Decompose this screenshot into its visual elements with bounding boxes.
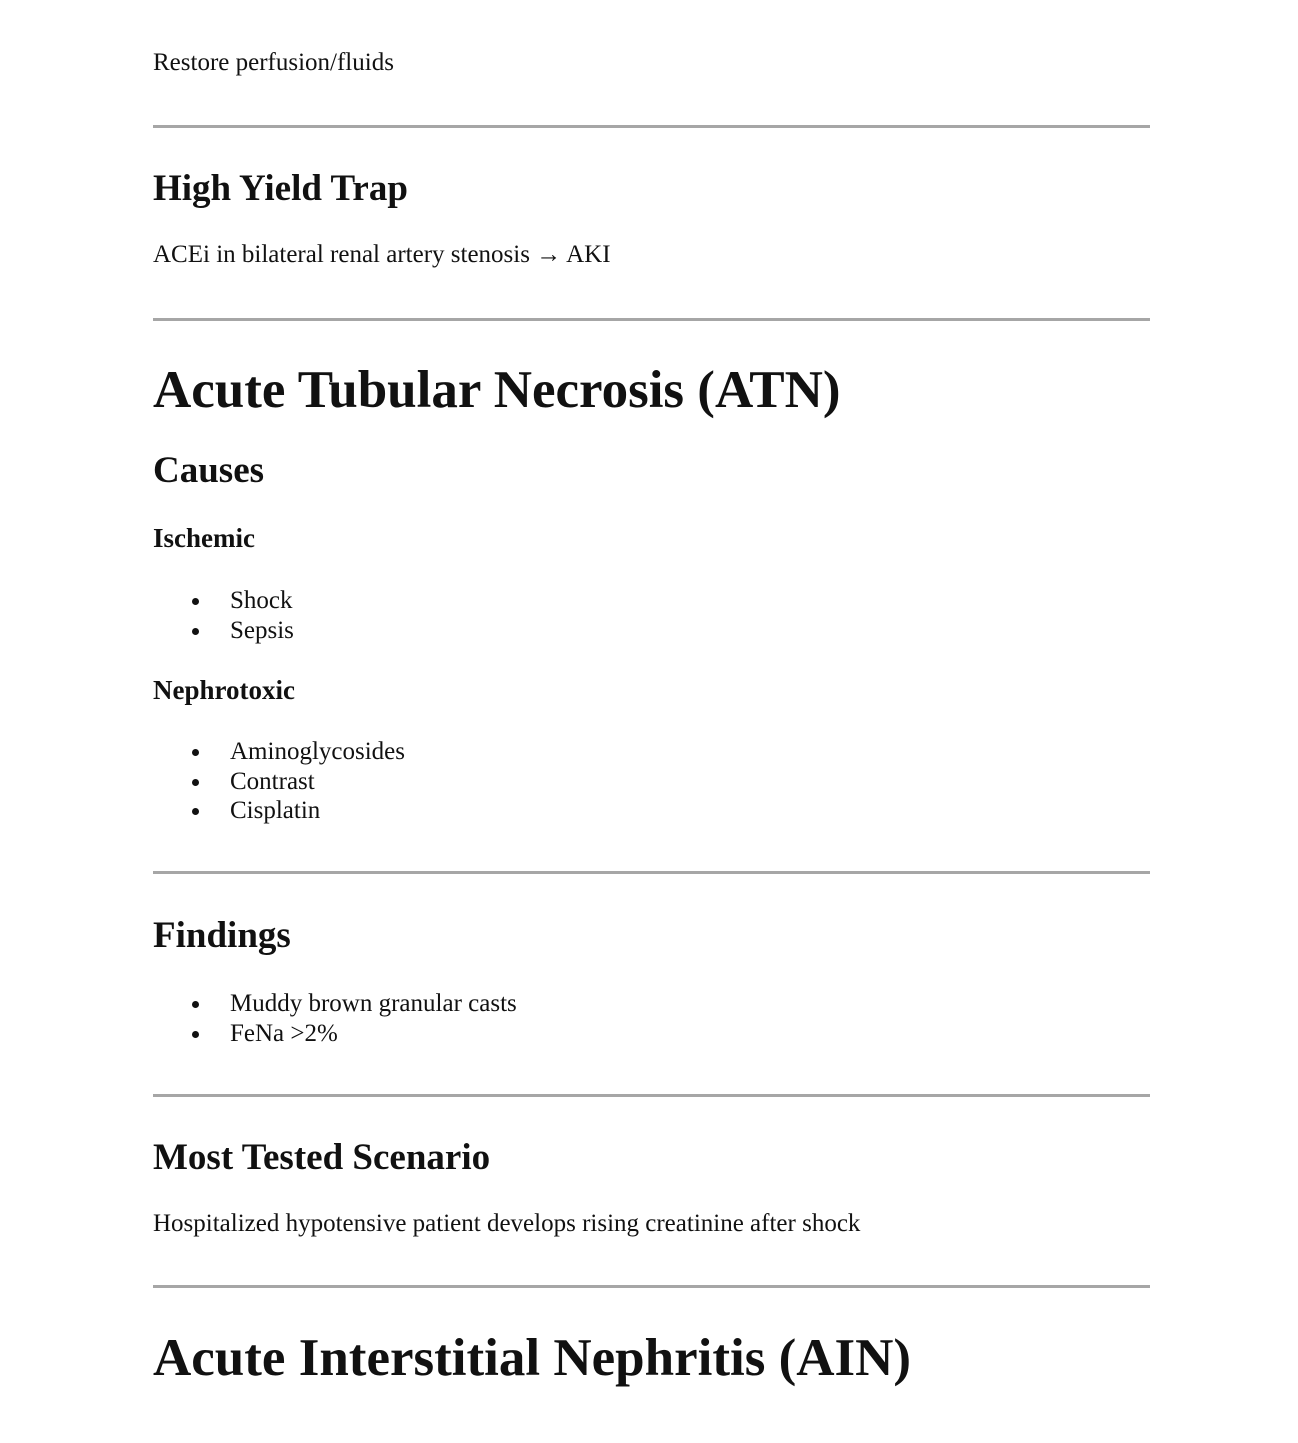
- nephrotoxic-heading: Nephrotoxic: [153, 675, 295, 705]
- scenario-heading: Most Tested Scenario: [153, 1137, 491, 1178]
- ischemic-list: [153, 586, 294, 645]
- section-divider: [153, 1285, 1150, 1288]
- section-divider: [153, 318, 1150, 321]
- list-item: Cisplatin: [153, 796, 405, 826]
- nephrotoxic-list: [153, 737, 405, 826]
- list-item: Muddy brown granular casts: [153, 989, 517, 1019]
- intro-text: Restore perfusion/fluids: [153, 49, 394, 76]
- causes-heading: Causes: [153, 450, 265, 491]
- section-divider: [153, 1094, 1150, 1097]
- findings-heading: Findings: [153, 915, 291, 956]
- list-item: FeNa >2%: [153, 1019, 517, 1049]
- list-item: Shock: [153, 586, 294, 616]
- list-item: Sepsis: [153, 616, 294, 646]
- atn-title: Acute Tubular Necrosis (ATN): [153, 361, 841, 419]
- findings-list: [153, 989, 517, 1048]
- section-divider: [153, 871, 1150, 874]
- trap-text: ACEi in bilateral renal artery stenosis → AKI: [153, 241, 611, 268]
- ischemic-heading: Ischemic: [153, 523, 255, 553]
- ain-title: Acute Interstitial Nephritis (AIN): [153, 1329, 912, 1387]
- trap-heading: High Yield Trap: [153, 168, 408, 209]
- list-item: Contrast: [153, 767, 405, 797]
- list-item: Aminoglycosides: [153, 737, 405, 767]
- section-divider: [153, 125, 1150, 128]
- scenario-text: Hospitalized hypotensive patient develops rising creatinine after shock: [153, 1210, 861, 1237]
